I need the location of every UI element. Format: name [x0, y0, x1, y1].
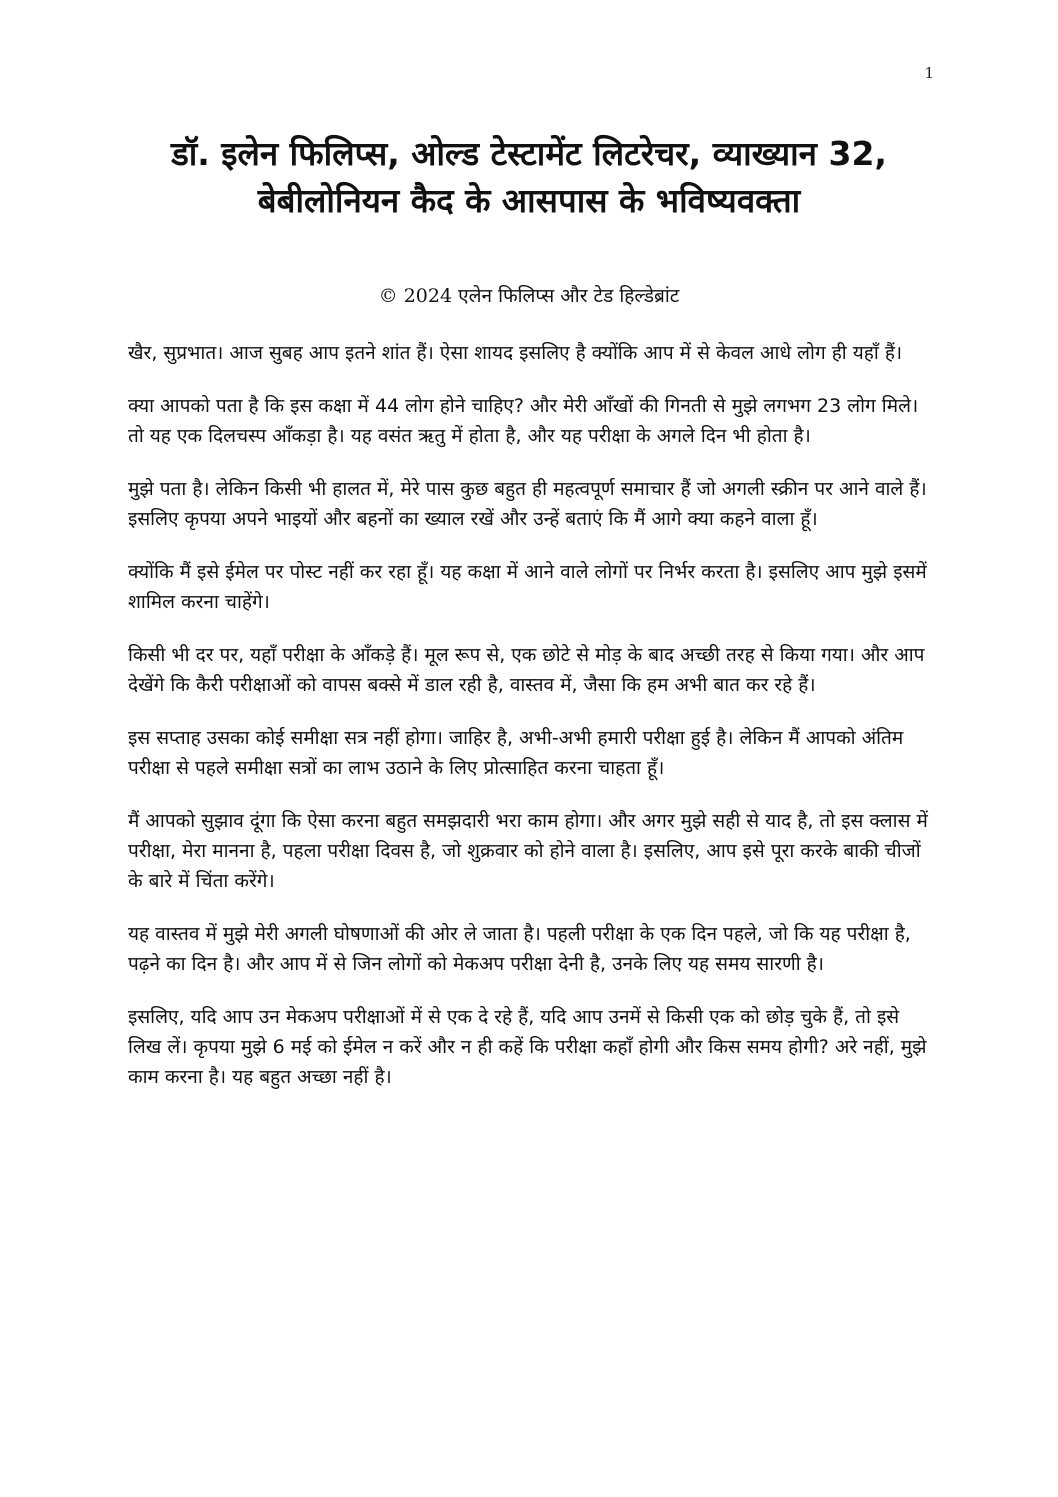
paragraph-7: मैं आपको सुझाव दूंगा कि ऐसा करना बहुत समझदारी भरा काम होगा। और अगर मुझे सही से याद है, तो इस क्लास में परीक्षा, मेरा मानना है, पहला परीक्षा दिवस है, जो शुक्रवार को होने वाला है। इसलिए, आप इसे पूरा करके बाकी चीजों के बारे में चिंता करेंगे।: [128, 810, 928, 892]
paragraph-3: मुझे पता है। लेकिन किसी भी हालत में, मेरे पास कुछ बहुत ही महत्वपूर्ण समाचार हैं जो अगली स्क्रीन पर आने वाले हैं। इसलिए कृपया अपने भाइयों और बहनों का ख्याल रखें और उन्हें बताएं कि मैं आगे क्या कहने वाला हूँ।: [128, 478, 927, 530]
document-body: [128, 338, 934, 1115]
paragraph-9: इसलिए, यदि आप उन मेकअप परीक्षाओं में से एक दे रहे हैं, यदि आप उनमें से किसी एक को छोड़ चुके हैं, तो इसे लिख लें। कृपया मुझे 6 मई को ईमेल न करें और न ही कहें कि परीक्षा कहाँ होगी और किस समय होगी? अरे नहीं, मुझे काम करना है। यह बहुत अच्छा नहीं है।: [128, 1006, 927, 1088]
page-number: 1: [924, 64, 934, 82]
paragraph-5: किसी भी दर पर, यहाँ परीक्षा के आँकड़े हैं। मूल रूप से, एक छोटे से मोड़ के बाद अच्छी तरह से किया गया। और आप देखेंगे कि कैरी परीक्षाओं को वापस बक्से में डाल रही है, वास्तव में, जैसा कि हम अभी बात कर रहे हैं।: [128, 644, 925, 696]
paragraph-6: इस सप्ताह उसका कोई समीक्षा सत्र नहीं होगा। जाहिर है, अभी-अभी हमारी परीक्षा हुई है। लेकिन मैं आपको अंतिम परीक्षा से पहले समीक्षा सत्रों का लाभ उठाने के लिए प्रोत्साहित करना चाहता हूँ।: [128, 727, 904, 779]
paragraph-4: क्योंकि मैं इसे ईमेल पर पोस्ट नहीं कर रहा हूँ। यह कक्षा में आने वाले लोगों पर निर्भर करता है। इसलिए आप मुझे इसमें शामिल करना चाहेंगे।: [128, 561, 927, 613]
document-title: डॉ. इलेन फिलिप्स, ओल्ड टेस्टामेंट लिटरेचर, व्याख्यान 32, बेबीलोनियन कैद के आसपास के भविष्यवक्ता: [171, 134, 887, 220]
copyright-line: © 2024 एलेन फिलिप्स और टेड हिल्डेब्रांट: [378, 285, 680, 307]
paragraph-8: यह वास्तव में मुझे मेरी अगली घोषणाओं की ओर ले जाता है। पहली परीक्षा के एक दिन पहले, जो कि यह परीक्षा है, पढ़ने का दिन है। और आप में से जिन लोगों को मेकअप परीक्षा देनी है, उनके लिए यह समय सारणी है।: [128, 923, 911, 975]
paragraph-2: क्या आपको पता है कि इस कक्षा में 44 लोग होने चाहिए? और मेरी आँखों की गिनती से मुझे लगभग 23 लोग मिले। तो यह एक दिलचस्प आँकड़ा है। यह वसंत ऋतु में होता है, और यह परीक्षा के अगले दिन भी होता है।: [128, 395, 919, 447]
paragraph-1: खैर, सुप्रभात। आज सुबह आप इतने शांत हैं। ऐसा शायद इसलिए है क्योंकि आप में से केवल आधे लोग ही यहाँ हैं।: [128, 342, 903, 364]
